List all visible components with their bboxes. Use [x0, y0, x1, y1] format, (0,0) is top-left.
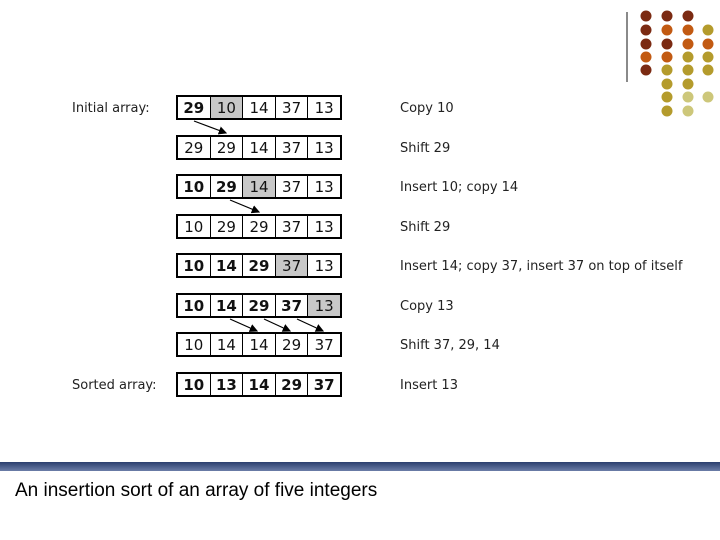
step-note-3: Insert 10; copy 14: [400, 180, 519, 195]
array-cell: 29: [211, 137, 244, 158]
step-note-5: Insert 14; copy 37, insert 37 on top of itself: [400, 259, 683, 274]
footer-bar: [0, 462, 720, 471]
array-cell: 14: [243, 334, 276, 355]
array-cell: 10: [178, 176, 211, 197]
array-cell: 13: [314, 256, 334, 275]
array-cell: 14: [243, 176, 276, 197]
shift-arrow: [230, 319, 257, 331]
array-cell: 37: [276, 176, 309, 197]
figure-caption: An insertion sort of an array of five integers: [15, 480, 378, 501]
array-cell: 37: [276, 295, 309, 316]
array-cell: 37: [276, 97, 309, 118]
array-cell: 29: [178, 137, 211, 158]
step-note-4: Shift 29: [400, 220, 451, 235]
array-cell: 29: [211, 216, 244, 237]
array-cell: 29: [276, 334, 309, 355]
array-cell: 29: [243, 216, 276, 237]
shift-arrow: [194, 121, 226, 133]
step-note-8: Insert 13: [400, 378, 458, 393]
array-cell: 13: [308, 295, 340, 316]
array-cell: 29: [178, 97, 211, 118]
step-note-6: Copy 13: [400, 299, 454, 314]
array-cell: 10: [178, 255, 211, 276]
array-cell: 29: [276, 374, 309, 395]
array-cell: 13: [314, 177, 334, 196]
array-cell: 29: [243, 255, 276, 276]
array-cell: 14: [243, 137, 276, 158]
array-cell: 10: [178, 334, 211, 355]
array-cell: 29: [211, 176, 244, 197]
array-cell: 37: [314, 335, 334, 354]
array-cell: 14: [243, 97, 276, 118]
array-cell: 13: [314, 217, 334, 236]
shift-arrow: [264, 319, 290, 331]
array-cell: 10: [178, 374, 211, 395]
step-note-2: Shift 29: [400, 141, 451, 156]
shift-arrow: [230, 200, 259, 212]
array-cell: 13: [314, 98, 334, 117]
array-cell: 29: [243, 295, 276, 316]
array-cell: 14: [211, 334, 244, 355]
array-cell: 37: [313, 375, 335, 394]
array-cell: 10: [178, 295, 211, 316]
array-cell: 13: [211, 374, 244, 395]
array-cell: 13: [314, 138, 334, 157]
array-cell: 14: [243, 374, 276, 395]
array-cell: 37: [276, 216, 309, 237]
shift-arrow: [297, 319, 323, 331]
initial-array-label: Initial array:: [72, 101, 150, 116]
sorted-array-label: Sorted array:: [72, 378, 157, 393]
array-cell: 10: [211, 97, 244, 118]
array-cell: 14: [211, 295, 244, 316]
step-note-7: Shift 37, 29, 14: [400, 338, 500, 353]
array-cell: 37: [276, 255, 309, 276]
array-cell: 10: [178, 216, 211, 237]
step-note-1: Copy 10: [400, 101, 454, 116]
array-cell: 14: [211, 255, 244, 276]
array-cell: 37: [276, 137, 309, 158]
